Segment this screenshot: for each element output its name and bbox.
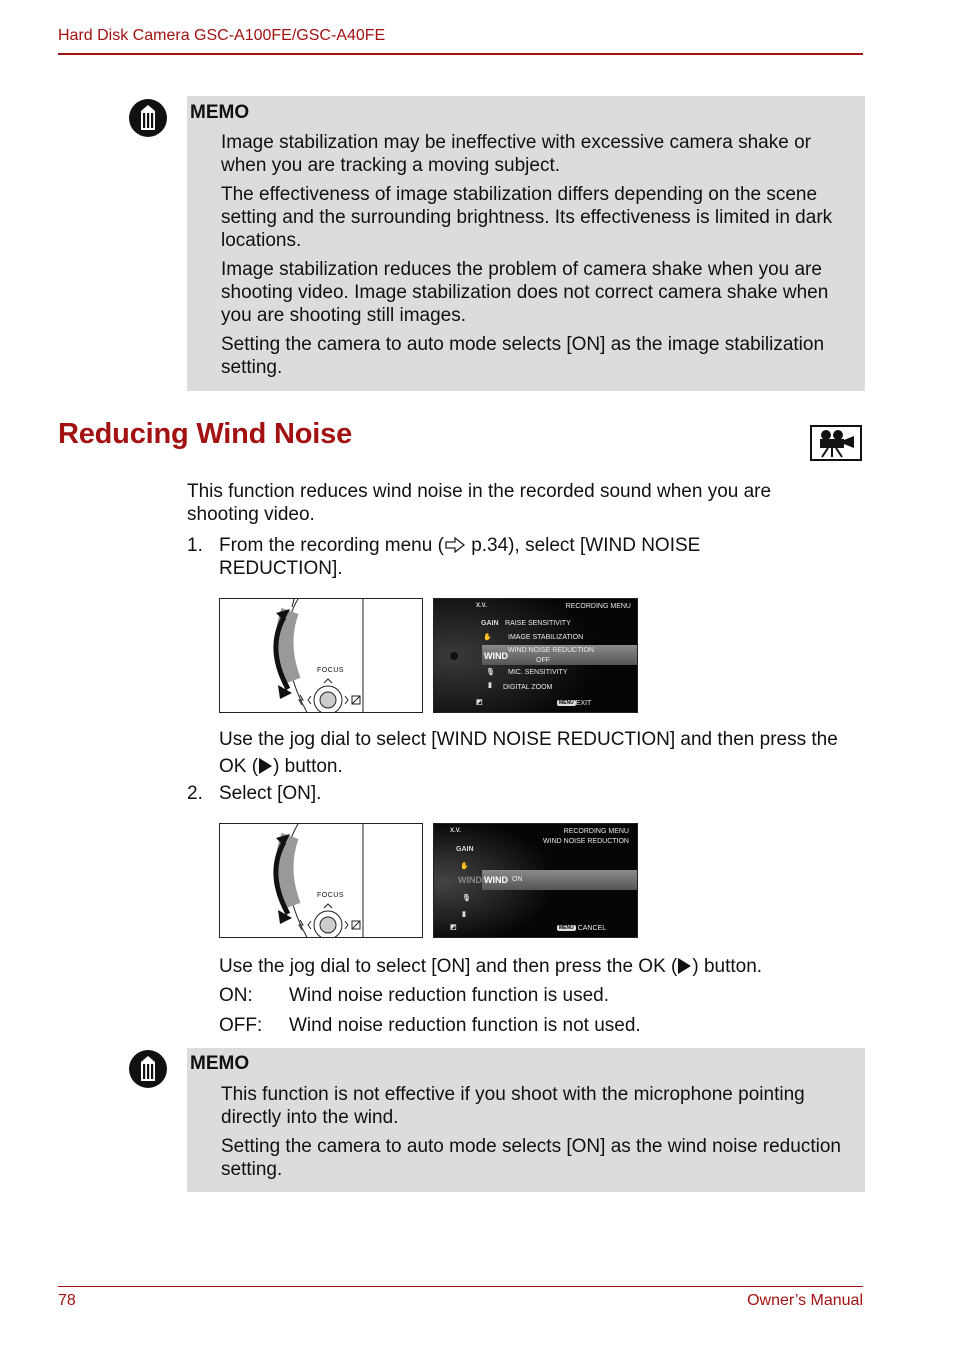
memo-heading: MEMO: [190, 1053, 250, 1074]
xv-color-label: X.V.: [476, 603, 487, 609]
zoom-icon: ▮: [462, 911, 466, 918]
hand-stabilization-icon: ✋: [460, 863, 469, 870]
focus-label: FOCUS: [317, 892, 344, 899]
page-number: 78: [58, 1292, 76, 1309]
exit-label: EXIT: [575, 700, 592, 707]
memo-paragraph: Setting the camera to auto mode selects [ON] as the image stabilization setting.: [221, 334, 825, 378]
screen-subheader: WIND NOISE REDUCTION: [543, 838, 629, 845]
arrow-reference-icon: [444, 535, 466, 556]
memo-paragraph: Image stabilization may be ineffective with excessive camera shake or when you are tracking a moving subject.: [221, 132, 811, 176]
memo-box-2: [187, 1048, 865, 1192]
step-2-instruction-before: Use the jog dial to select [ON] and then press the OK (: [219, 956, 678, 977]
step-2-text: Select [ON].: [219, 783, 322, 804]
zoom-icon: ▮: [488, 682, 492, 689]
wind-icon: WIND: [484, 651, 508, 661]
wind-icon: WIND: [458, 875, 482, 885]
gain-icon: GAIN: [481, 620, 499, 627]
header-rule: [58, 53, 863, 55]
menu-item-value: OFF: [536, 657, 550, 664]
aspect-icon: ◩: [450, 924, 457, 931]
cancel-control[interactable]: [557, 925, 606, 932]
aspect-icon: ◩: [476, 699, 483, 706]
screen-header: RECORDING MENU: [565, 603, 631, 610]
mic-icon: 🎙: [486, 669, 495, 676]
step-2-instruction: [219, 955, 859, 979]
memo-box-1: [187, 96, 865, 391]
step-1-instruction-before: Use the jog dial to select [WIND NOISE REDUCTION] and then press the OK (: [219, 729, 838, 777]
xv-color-label: X.V.: [450, 828, 461, 834]
step-2-instruction-after: ) button.: [692, 956, 763, 977]
memo-pencil-icon: [129, 1050, 167, 1088]
footer-manual-title: Owner’s Manual: [747, 1292, 863, 1309]
memo-heading: MEMO: [190, 102, 250, 123]
camera-dial-illustration: [219, 598, 423, 713]
memo-paragraph: Setting the camera to auto mode selects [ON] as the wind noise reduction setting.: [221, 1136, 841, 1180]
cancel-label: CANCEL: [577, 925, 607, 932]
menu-item[interactable]: IMAGE STABILIZATION: [508, 634, 584, 641]
menu-item[interactable]: RAISE SENSITIVITY: [505, 620, 571, 627]
ok-play-icon: [259, 758, 272, 774]
option-on[interactable]: ON: [512, 876, 523, 883]
focus-label: FOCUS: [317, 667, 344, 674]
wind-noise-menu-screen: [433, 823, 638, 938]
ok-play-icon: [678, 958, 691, 974]
menu-item-selected[interactable]: WIND NOISE REDUCTION: [508, 647, 594, 654]
menu-button[interactable]: MENU: [559, 700, 574, 707]
step-number: 2.: [187, 783, 203, 804]
video-camera-icon: [810, 425, 862, 461]
step-number: 1.: [187, 535, 203, 556]
step-1-text-before: From the recording menu (: [219, 535, 444, 556]
footer-rule: [58, 1286, 863, 1287]
recording-menu-screen: [433, 598, 638, 713]
screen-header: RECORDING MENU: [563, 828, 629, 835]
exit-control[interactable]: [557, 700, 591, 707]
step-1-text: [219, 534, 779, 580]
menu-item[interactable]: MIC. SENSITIVITY: [508, 669, 568, 676]
memo-paragraph: This function is not effective if you shoot with the microphone pointing directly into the wind.: [221, 1084, 805, 1128]
step-1-text-after: p.34), select [WIND NOISE REDUCTION].: [219, 535, 701, 579]
hand-stabilization-icon: ✋: [483, 634, 492, 641]
definition-term: ON:: [219, 985, 253, 1006]
running-header: Hard Disk Camera GSC-A100FE/GSC-A40FE: [58, 27, 386, 44]
menu-button[interactable]: MENU: [559, 925, 574, 932]
menu-item[interactable]: DIGITAL ZOOM: [503, 684, 553, 691]
definition-desc: Wind noise reduction function is used.: [289, 985, 610, 1006]
camera-dial-illustration: [219, 823, 423, 938]
step-1-instruction-after: ) button.: [273, 756, 343, 777]
selected-wind-icon: WIND: [484, 875, 508, 885]
mic-icon: 🎙: [462, 895, 471, 902]
memo-pencil-icon: [129, 99, 167, 137]
section-title: Reducing Wind Noise: [58, 418, 353, 450]
definition-term: OFF:: [219, 1015, 263, 1036]
intro-paragraph: This function reduces wind noise in the recorded sound when you are shooting video.: [187, 481, 772, 525]
step-1-instruction: [219, 726, 859, 780]
gain-icon: GAIN: [456, 846, 474, 853]
memo-paragraph: Image stabilization reduces the problem of camera shake when you are shooting video. Image stabilization does not correct camera shake when you are shooting still images.: [221, 259, 829, 326]
definition-desc: Wind noise reduction function is not used.: [289, 1015, 641, 1036]
memo-paragraph: The effectiveness of image stabilization differs depending on the scene setting and the surrounding brightness. Its effectiveness is limited in dark locations.: [221, 184, 833, 251]
